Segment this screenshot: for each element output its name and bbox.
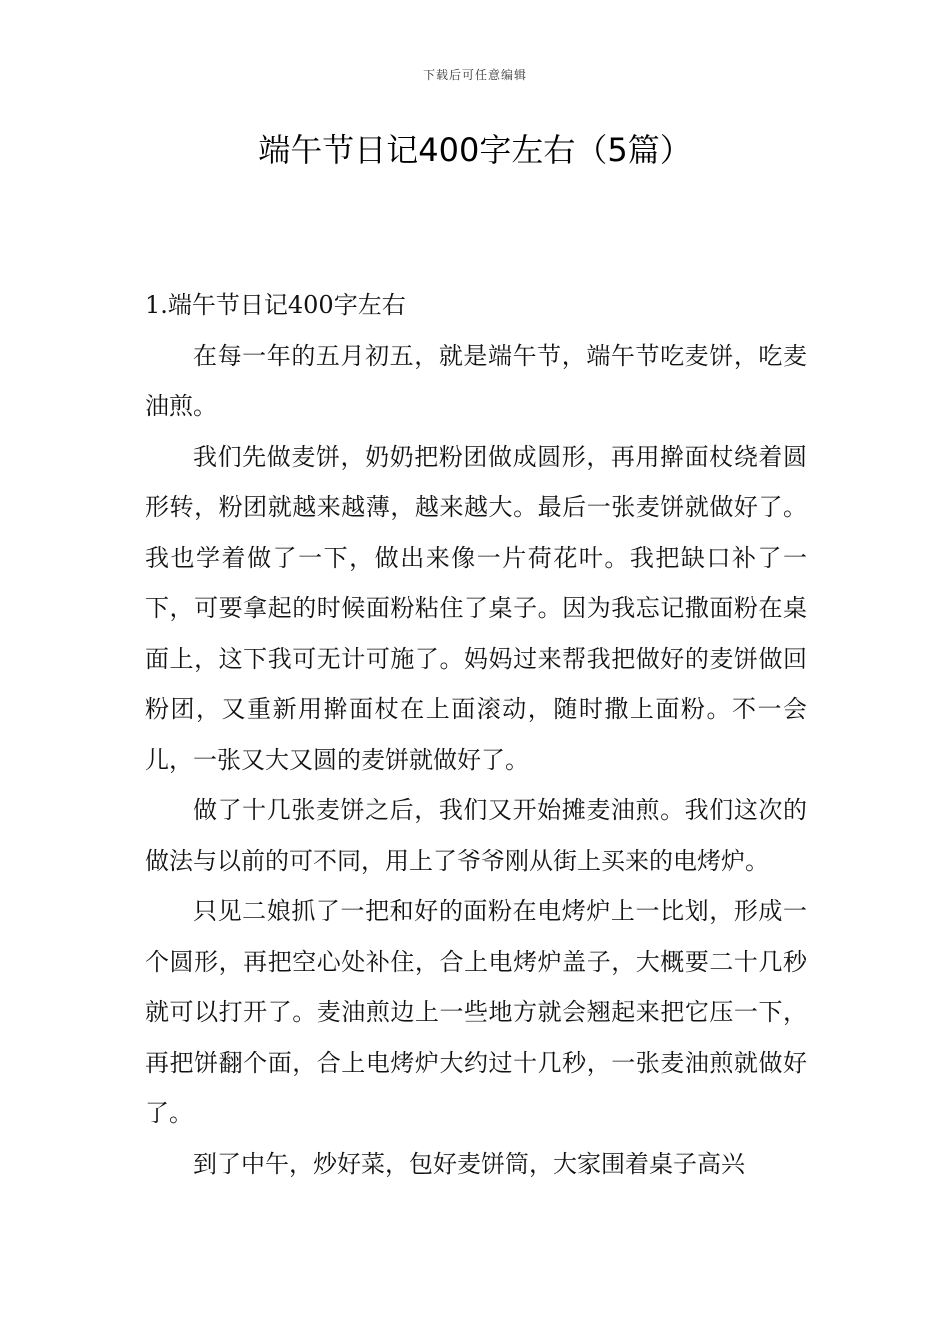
paragraph-1: 在每一年的五月初五，就是端午节，端午节吃麦饼，吃麦油煎。 — [145, 341, 807, 420]
section-heading: 1.端午节日记400字左右 — [145, 291, 406, 319]
paragraph-3: 做了十几张麦饼之后，我们又开始摊麦油煎。我们这次的做法与以前的可不同，用上了爷爷刚从街上买来的电烤炉。 — [145, 796, 807, 875]
document-body — [145, 280, 807, 1189]
paragraph-5: 到了中午，炒好菜，包好麦饼筒，大家围着桌子高兴 — [193, 1149, 745, 1178]
header-note: 下载后可任意编辑 — [422, 68, 527, 82]
document-title: 端午节日记400字左右（5篇） — [258, 131, 692, 169]
paragraph-4: 只见二娘抓了一把和好的面粉在电烤炉上一比划，形成一个圆形，再把空心处补住，合上电烤炉盖子，大概要二十几秒就可以打开了。麦油煎边上一些地方就会翘起来把它压一下，再把饼翻个面，合上电烤炉大约过十几秒，一张麦油煎就做好了。 — [145, 897, 807, 1127]
paragraph-2: 我们先做麦饼，奶奶把粉团做成圆形，再用擀面杖绕着圆形转，粉团就越来越薄，越来越大。最后一张麦饼就做好了。我也学着做了一下，做出来像一片荷花叶。我把缺口补了一下，可要拿起的时候面粉粘住了桌子。因为我忘记撒面粉在桌面上，这下我可无计可施了。妈妈过来帮我把做好的麦饼做回粉团，又重新用擀面杖在上面滚动，随时撒上面粉。不一会儿，一张又大又圆的麦饼就做好了。 — [145, 442, 807, 774]
